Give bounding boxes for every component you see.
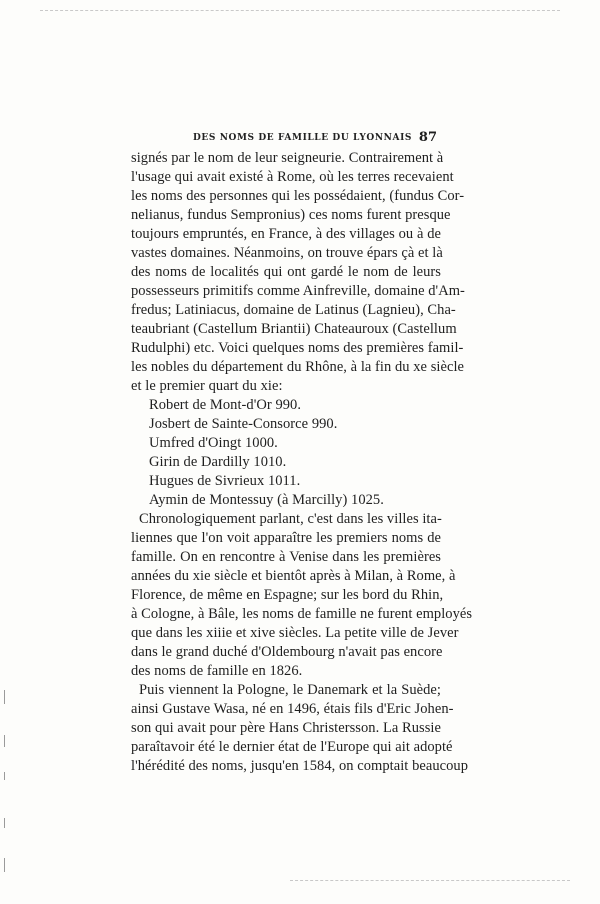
text-line: teaubriant (Castellum Briantii) Chateauroux (Castellum bbox=[131, 321, 457, 337]
text-line: et le premier quart du xie: bbox=[131, 378, 283, 394]
text-line: liennes que l'on voit apparaître les premiers noms de bbox=[131, 530, 441, 546]
text-line: des noms de localités qui ont gardé le nom de leurs bbox=[131, 264, 441, 280]
text-line: possesseurs primitifs comme Ainfreville, domaine d'Am- bbox=[131, 283, 465, 299]
text-line: que dans les xiiie et xive siècles. La petite ville de Jever bbox=[131, 625, 459, 641]
running-title: DES NOMS DE FAMILLE DU LYONNAIS bbox=[193, 133, 412, 143]
text-line: l'usage qui avait existé à Rome, où les terres recevaient bbox=[131, 169, 454, 185]
text-line: signés par le nom de leur seigneurie. Contrairement à bbox=[131, 150, 444, 166]
text-line: vastes domaines. Néanmoins, on trouve épars çà et là bbox=[131, 245, 443, 261]
list-item: Hugues de Sivrieux 1011. bbox=[149, 473, 301, 489]
text-line: Rudulphi) etc. Voici quelques noms des premières famil- bbox=[131, 340, 464, 356]
scan-artifact-bottom bbox=[290, 880, 570, 881]
text-line: fredus; Latiniacus, domaine de Latinus (Lagnieu), Cha- bbox=[131, 302, 456, 318]
list-item: Aymin de Montessuy (à Marcilly) 1025. bbox=[149, 492, 384, 508]
text-line: paraîtavoir été le dernier état de l'Europe qui ait adopté bbox=[131, 739, 453, 755]
text-line: Chronologiquement parlant, c'est dans les villes ita- bbox=[139, 511, 442, 527]
text-line: toujours empruntés, en France, à des villages ou à de bbox=[131, 226, 441, 242]
text-line: les nobles du département du Rhône, à la fin du xe siècle bbox=[131, 359, 465, 375]
list-item: Umfred d'Oingt 1000. bbox=[149, 435, 278, 451]
text-line: ainsi Gustave Wasa, né en 1496, étais fils d'Eric Johen- bbox=[131, 701, 454, 717]
scan-artifact-top bbox=[40, 10, 560, 11]
text-line: à Cologne, à Bâle, les noms de famille ne furent employés bbox=[131, 606, 473, 622]
text-line: les noms des personnes qui les possédaient, (fundus Cor- bbox=[131, 188, 465, 204]
text-line: son qui avait pour père Hans Christersson. La Russie bbox=[131, 720, 441, 736]
text-line: Puis viennent la Pologne, le Danemark et la Suède; bbox=[139, 682, 441, 698]
list-item: Josbert de Sainte-Consorce 990. bbox=[149, 416, 338, 432]
text-line: dans le grand duché d'Oldembourg n'avait pas encore bbox=[131, 644, 443, 660]
page-header bbox=[133, 128, 445, 148]
text-line: nelianus, fundus Sempronius) ces noms furent presque bbox=[131, 207, 451, 223]
list-item: Girin de Dardilly 1010. bbox=[149, 454, 287, 470]
text-line: l'hérédité des noms, jusqu'en 1584, on comptait beaucoup bbox=[131, 758, 469, 774]
text-line: des noms de famille en 1826. bbox=[131, 663, 303, 679]
text-line: Florence, de même en Espagne; sur les bord du Rhin, bbox=[131, 587, 444, 603]
scan-artifact-left bbox=[2, 690, 12, 890]
text-line: années du xie siècle et bientôt après à Milan, à Rome, à bbox=[131, 568, 456, 584]
page-number: 87 bbox=[418, 130, 437, 145]
list-item: Robert de Mont-d'Or 990. bbox=[149, 397, 302, 413]
text-line: famille. On en rencontre à Venise dans les premières bbox=[131, 549, 441, 565]
body-text bbox=[131, 149, 473, 776]
